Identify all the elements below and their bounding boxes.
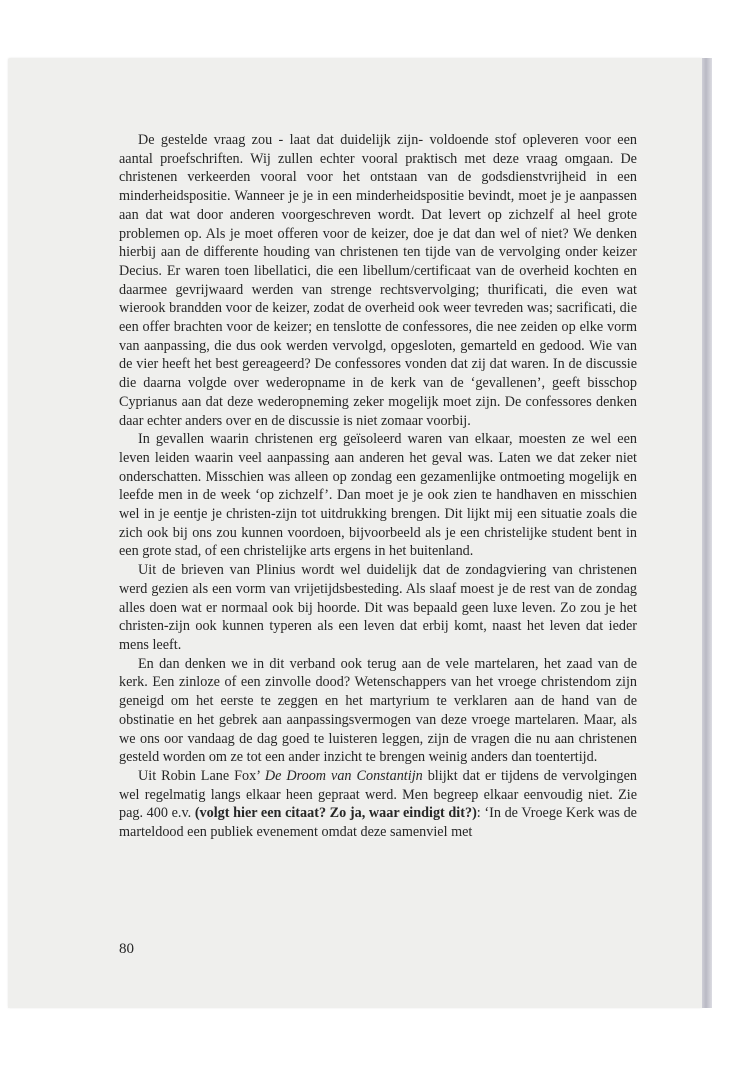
body-text: [119, 131, 637, 842]
background-margin: [712, 58, 738, 1008]
paragraph-3: Uit de brieven van Plinius wordt wel duidelijk dat de zondagviering van christenen werd gezien als een vorm van vrijetijdsbesteding. Als slaaf moest je de rest van de zondag alles doen wat er normaal ook bij hoorde. Dit was bepaald geen luxe leven. Zo zou je het christen-zijn ook kunnen typeren als een leven dat erbij komt, naast het leven dat ieder mens leeft.: [119, 562, 637, 653]
paragraph-2: In gevallen waarin christenen erg geïsoleerd waren van elkaar, moesten ze wel een leven leiden waarin veel aanpassing aan anderen het geval was. Laten we dat zeker niet onderschatten. Misschien was alleen op zondag een gezamenlijke ontmoeting mogelijk en leefde men in de week ‘op zichzelf’. Dan moet je je ook zien te handhaven en misschien wel in je eentje je christen-zijn tot uitdrukking brengen. Dit lijkt mij een situatie zoals die zich ook bij ons zou kunnen voordoen, bijvoorbeeld als je een christelijke student bent in een grote stad, of een christelijke arts ergens in het buitenland.: [119, 431, 637, 560]
paragraph-5-mid: blijkt dat er tijdens de vervolgingen wel regelmatig langs elkaar heen gepraat werd. Men begreep elkaar eenvoudig niet. Zie pag. 400 e.v.: [119, 767, 638, 822]
paragraph-5-pre: Uit Robin Lane Fox’: [138, 767, 265, 784]
paragraph-5: [119, 767, 637, 842]
page-edge: [702, 58, 712, 1008]
paragraph-5-post: : ‘In de Vroege Kerk was de marteldood een publiek evenement omdat deze samenviel met: [119, 805, 637, 841]
paragraph-4: En dan denken we in dit verband ook terug aan de vele martelaren, het zaad van de kerk. Een zinloze of een zinvolle dood? Wetenschappers van het vroege christendom zijn geneigd om het eerste te zeggen en het martyrium te verklaren aan de hand van de obstinatie en het gebrek aan aanpassingsvermogen van deze vroege martelaren. Maar, als we ons oor vandaag de dag goed te luisteren leggen, zijn de vragen die nu aan christenen gesteld worden om ze tot een ander inzicht te brengen weinig anders dan toentertijd.: [119, 655, 637, 766]
editor-note: (volgt hier een citaat? Zo ja, waar eindigt dit?): [194, 805, 477, 822]
book-title: De Droom van Constantijn: [264, 767, 423, 784]
paragraph-1: De gestelde vraag zou - laat dat duidelijk zijn- voldoende stof opleveren voor een aantal proefschriften. Wij zullen echter vooral praktisch met deze vraag omgaan. De christenen verkeerden vooral voor het ontstaan van de godsdienstvrijheid in een minderheidspositie. Wanneer je je in een minderheidspositie bevindt, moet je je aanpassen aan dat wat door anderen voorgeschreven wordt. Dat levert op zichzelf al heel grote problemen op. Als je moet offeren voor de keizer, doe je dat dan wel of niet? We denken hierbij aan de differente houding van christenen ten tijde van de vervolging onder keizer Decius. Er waren toen libellatici, die een libellum/certificaat van de overheid kochten en daarmee gevrijwaard werden van strenge rechtsvervolging; thurificati, die even wat wierook brandden voor de keizer, zodat de overheid ook weer tevreden was; sacrificati, die een offer brachten voor de keizer; en tenslotte de confessores, die nee zeiden op elke vorm van aanpassing, die dus ook werden vervolgd, opgesloten, gemarteld en gedood. Wie van de vier heeft het best gereageerd? De confessores vonden dat zij dat waren. In de discussie die daarna volgde over wederopname in de kerk van de ‘gevallenen’, geeft bisschop Cyprianus aan dat deze wederopneming zeker mogelijk moet zijn. De confessores denken daar echter anders over en de discussie is niet zomaar voorbij.: [119, 132, 637, 429]
page-number: 80: [119, 941, 134, 957]
